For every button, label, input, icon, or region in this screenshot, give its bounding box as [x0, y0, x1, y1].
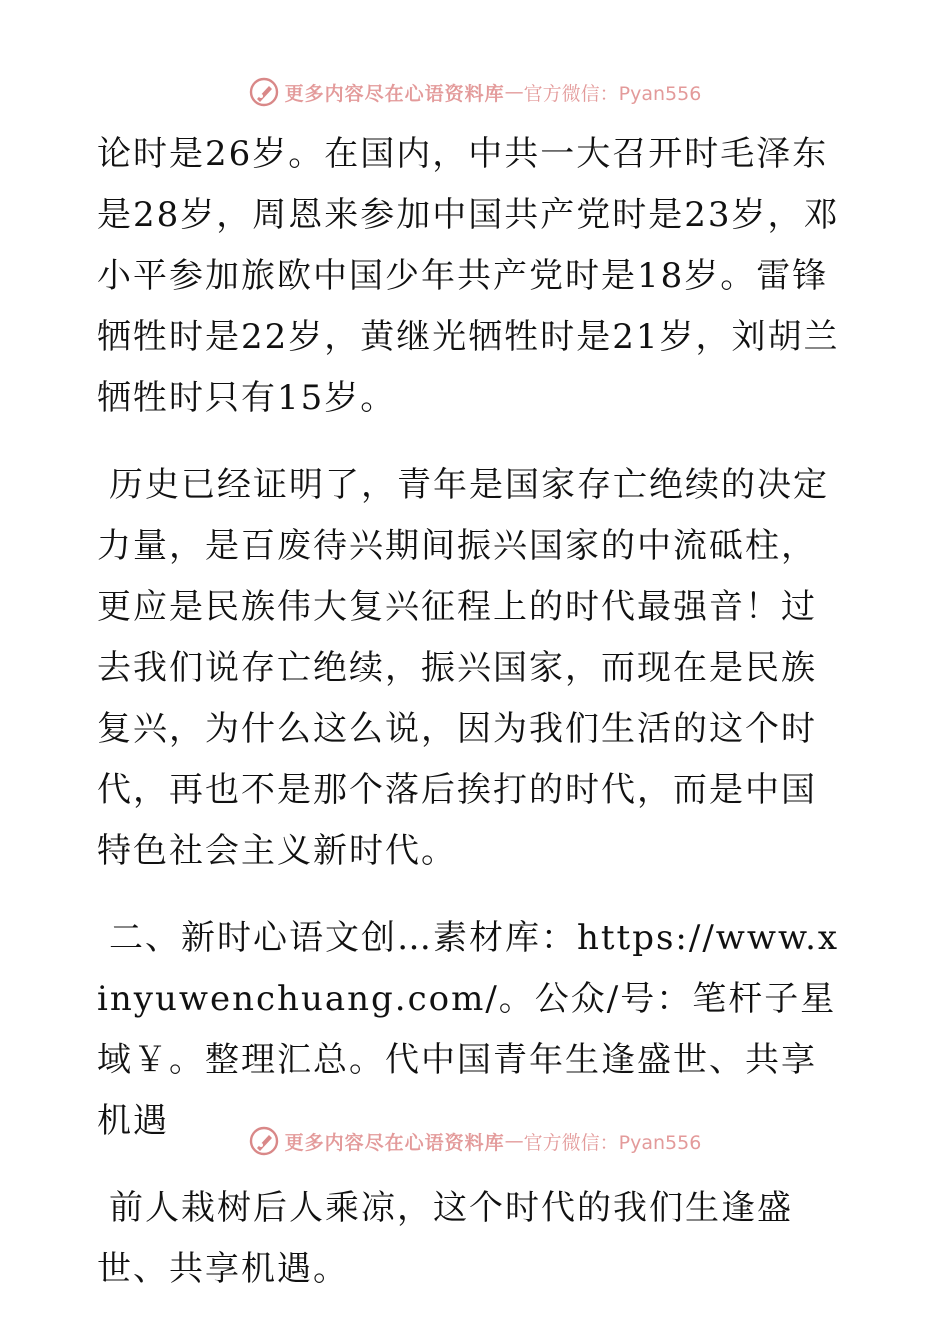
watermark-wechat: 官方微信：Pyan556 — [523, 82, 702, 105]
paragraph-4: 前人栽树后人乘凉，这个时代的我们生逢盛世、共享机遇。 — [97, 1188, 793, 1289]
watermark-separator: — — [504, 1130, 524, 1152]
paragraph-1: 论时是26岁。在国内，中共一大召开时毛泽东是28岁，周恩来参加中国共产党时是23岁，邓小平参加旅欧中国少年共产党时是18岁。雷锋牺牲时是22岁，黄继光牺牲时是21岁，刘胡兰牺牲时只有15岁。 — [97, 134, 840, 418]
paragraph-2: 历史已经证明了，青年是国家存亡绝续的决定力量，是百废待兴期间振兴国家的中流砥柱，更应是民族伟大复兴征程上的时代最强音！过去我们说存亡绝续，振兴国家，而现在是民族复兴，为什么这么说，因为我们生活的这个时代，再也不是那个落后挨打的时代，而是中国特色社会主义新时代。 — [97, 465, 829, 871]
pen-logo-icon — [249, 77, 279, 107]
pen-logo-icon — [249, 1126, 279, 1156]
watermark-separator: — — [504, 81, 524, 103]
watermark-wechat: 官方微信：Pyan556 — [523, 1131, 702, 1154]
footer-watermark — [0, 1121, 950, 1161]
header-watermark — [0, 72, 950, 112]
watermark-text: 更多内容尽在心语资料库 — [284, 1131, 505, 1154]
paragraph-3: 二、新时心语文创…素材库：https://www.xinyuwenchuang.com/。公众/号：笔杆子星域￥。整理汇总。代中国青年生逢盛世、共享机遇 — [97, 918, 840, 1141]
watermark-text: 更多内容尽在心语资料库 — [284, 82, 505, 105]
